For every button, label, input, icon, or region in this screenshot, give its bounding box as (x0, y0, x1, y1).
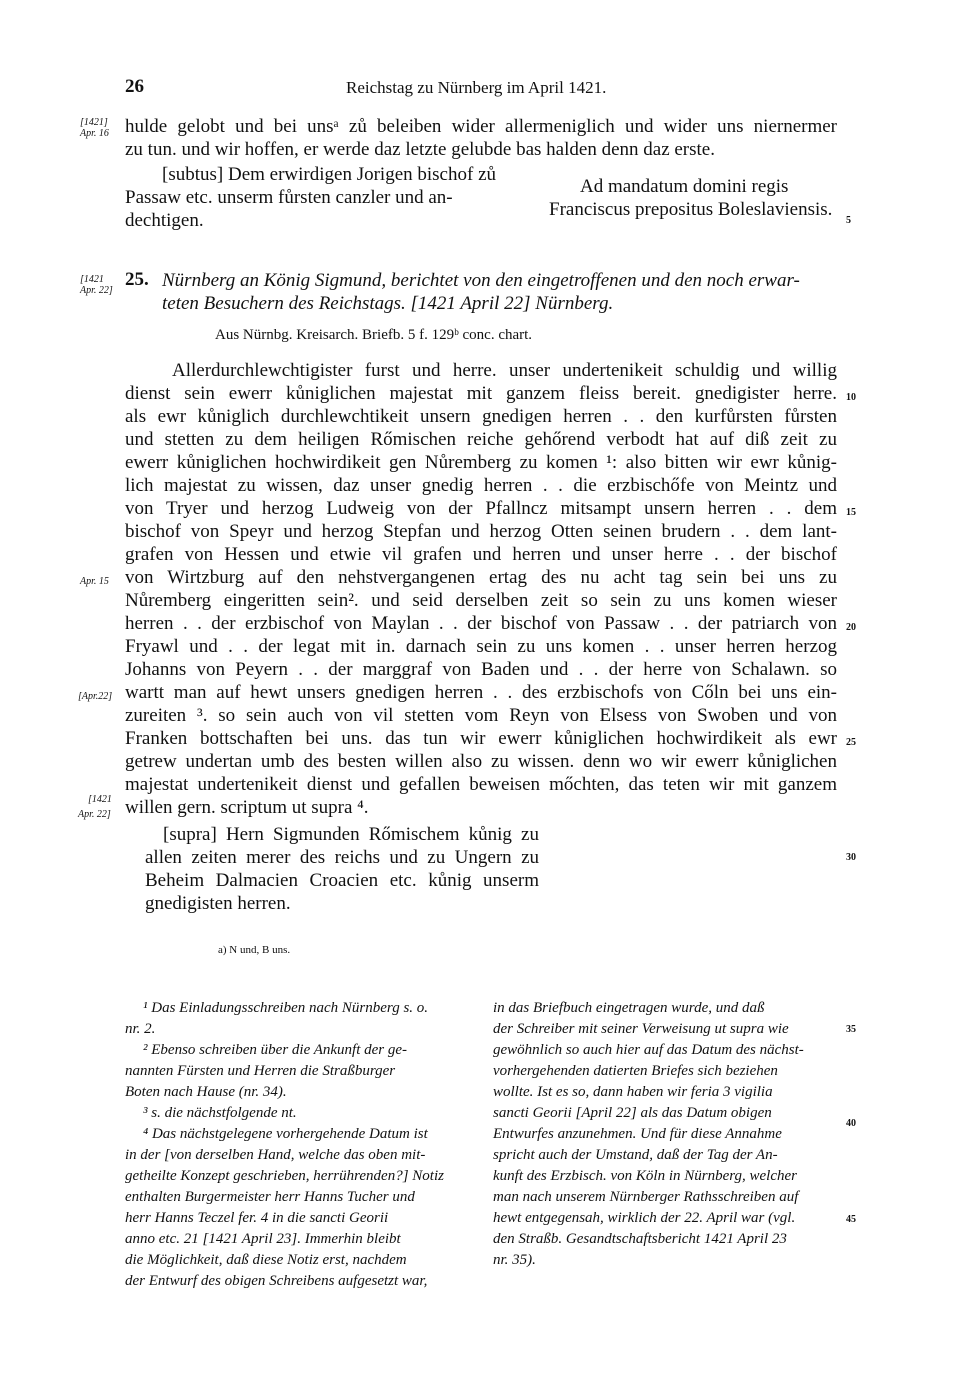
text-line: lich majestat zu wissen, daz unser gnedig herren . . die erzbischőfe von Meintz und (125, 475, 837, 496)
text-line: wartt man auf hewt unsers gnedigen herren . . des erzbischofs von Cőln bei uns ein- (125, 682, 837, 703)
text-line: als ewr kůniglich durchlewchtikeit unsern gnedigen herren . . den kurfůrsten fůrsten (125, 406, 837, 427)
text-line: Franken bottschaften bei uns. das tun wir ewerr kůniglichen hochwirdikeit als ewr (125, 728, 837, 749)
margin-date: Apr. 22] (78, 809, 111, 820)
text-line: Johanns von Peyern . . der marggraf von Baden und . . der herre von Schalawn. so (125, 659, 837, 680)
text-line: Allerdurchlewchtigister furst und herre. unser undertenikeit schuldig und willig (172, 360, 837, 381)
text-line: majestat undertenikeit dienst und gefallen beweisen mőchten, das teten wir mit ganzem (125, 774, 837, 795)
mandate-line: Ad mandatum domini regis (580, 176, 789, 197)
text-line: getrew undertan umb des besten willen also zu wissen. denn wo wir ewerr kůniglichen (125, 751, 837, 772)
margin-date: [1421 Apr. 22] (80, 274, 113, 296)
page-number: 26 (125, 76, 144, 97)
line-number: 45 (846, 1214, 856, 1225)
text-line: bischof von Speyr und herzog Stepfan und herzog Otten seinen brudern . . dem lant- (125, 521, 837, 542)
text-line: von Wirtzburg auf den nehstvergangenen ertag des nu acht tag sein bei uns zu (125, 567, 837, 588)
margin-date: Apr. 15 (80, 576, 109, 587)
text-line: grafen von Hessen und etwie vil grafen und herren und unser herre . . der bischof (125, 544, 837, 565)
line-number: 35 (846, 1024, 856, 1035)
closing-address: [supra] Hern Sigmunden Rőmischem kůnig zu allen zeiten merer des reichs und zu Ungern zu Beheim Dalmacien Croacien etc. kůnig unserm gnedigisten herren. (145, 824, 539, 914)
text-line: hulde gelobt und bei unsᵃ zů beleiben wider allermeniglich und wider uns niernermer (125, 116, 837, 137)
margin-date: [1421 (88, 794, 112, 805)
continuation-text (125, 115, 837, 161)
source-reference: Aus Nürnbg. Kreisarch. Briefb. 5 f. 129ᵇ conc. chart. (215, 327, 533, 343)
address-subtus-line: Passaw etc. unserm fůrsten canzler und an- (125, 187, 453, 208)
text-line: dienst sein ewerr kůniglichen majestat mit ganzem fleiss bereit. gnedigister herre. (125, 383, 837, 404)
address-subtus-line: [subtus] Dem erwirdigen Jorigen bischof zů (162, 164, 497, 185)
letter-body (125, 359, 837, 819)
line-number: 10 (846, 392, 856, 403)
text-line: Nůremberg eingeritten sein². und seid derselben zeit so sein zu uns komen wieser (125, 590, 837, 611)
line-number: 25 (846, 737, 856, 748)
text-line: und stetten zu dem heiligen Rőmischen reiche gehőrend verbodt hat auf diß zeit zu (125, 429, 837, 450)
entry-number: 25. (125, 269, 149, 290)
entry-title: Nürnberg an König Sigmund, berichtet von den eingetroffenen und den noch erwar- teten Besuchern des Reichstags. [1421 April 22] Nürnberg. (162, 270, 800, 314)
text-line: Fryawl und . . der legat mit in. darnach sein zu uns komen . . unser herren herzog (125, 636, 837, 657)
text-line: ewerr kůniglichen hochwirdikeit gen Nůremberg zu komen ¹: also bitten wir ewr kůnig- (125, 452, 837, 473)
text-line: zu tun. und wir hoffen, er werde daz letzte gelubde bas halden denn daz erste. (125, 139, 715, 160)
line-number: 20 (846, 622, 856, 633)
footnotes-right: in das Briefbuch eingetragen wurde, und daß der Schreiber mit seiner Verweisung ut supra wie gewöhnlich so auch hier auf das Datum des nächst- vorhergehenden datierten Briefes sich beziehen wollte. Ist es so, dann haben wir feria 3 vigilia sancti Georii [April 22] als das Datum obigen Entwurfes anzunehmen. Und für diese Annahme spricht auch der Umstand, daß der Tag der An- kunft des Erzbisch. von Köln in Nürnberg, welcher man nach unserem Nürnberger Rathsschreiben auf hewt entgegensah, wirklich der 22. April war (vgl. den Straßb. Gesandtschaftsbericht 1421 April 23 nr. 35). (493, 1000, 804, 1268)
text-line: zureiten ³. so sein auch von vil stetten vom Reyn von Elsess von Swoben und von (125, 705, 837, 726)
running-title: Reichstag zu Nürnberg im April 1421. (346, 78, 607, 97)
footnotes-left: ¹ Das Einladungsschreiben nach Nürnberg s. o. nr. 2. ² Ebenso schreiben über die Ankunft der ge- nannten Fürsten und Herren die Straßburger Boten nach Hause (nr. 34). ³ s. die nächstfolgende nt. ⁴ Das nächstgelegene vorhergehende Datum ist in der [von derselben Hand, welche das oben mit- getheilte Konzept geschrieben, herrührenden?] Notiz enthalten Burgermeister herr Hanns Tucher und herr Hanns Teczel fer. 4 in die sancti Georii anno etc. 21 [1421 April 23]. Immerhin bleibt die Möglichkeit, daß diese Notiz erst, nachdem der Entwurf des obigen Schreibens aufgesetzt war, (125, 1000, 444, 1289)
apparatus-note: a) N und, B uns. (218, 944, 291, 956)
margin-date: [Apr.22] (78, 691, 113, 702)
line-number: 40 (846, 1118, 856, 1129)
text-line: von Tryer und herzog Ludweig von der Pfallncz mitsampt unsern herren . . dem (125, 498, 837, 519)
line-number: 30 (846, 852, 856, 863)
text-line: willen gern. scriptum ut supra ⁴. (125, 797, 369, 818)
address-subtus-line: dechtigen. (125, 210, 204, 231)
text-line: herren . . der erzbischof von Maylan . . der bischof von Passaw . . der patriarch von (125, 613, 837, 634)
line-number: 5 (846, 215, 851, 226)
mandate-line: Franciscus prepositus Boleslaviensis. (549, 199, 833, 220)
margin-date: [1421] Apr. 16 (80, 117, 109, 139)
line-number: 15 (846, 507, 856, 518)
